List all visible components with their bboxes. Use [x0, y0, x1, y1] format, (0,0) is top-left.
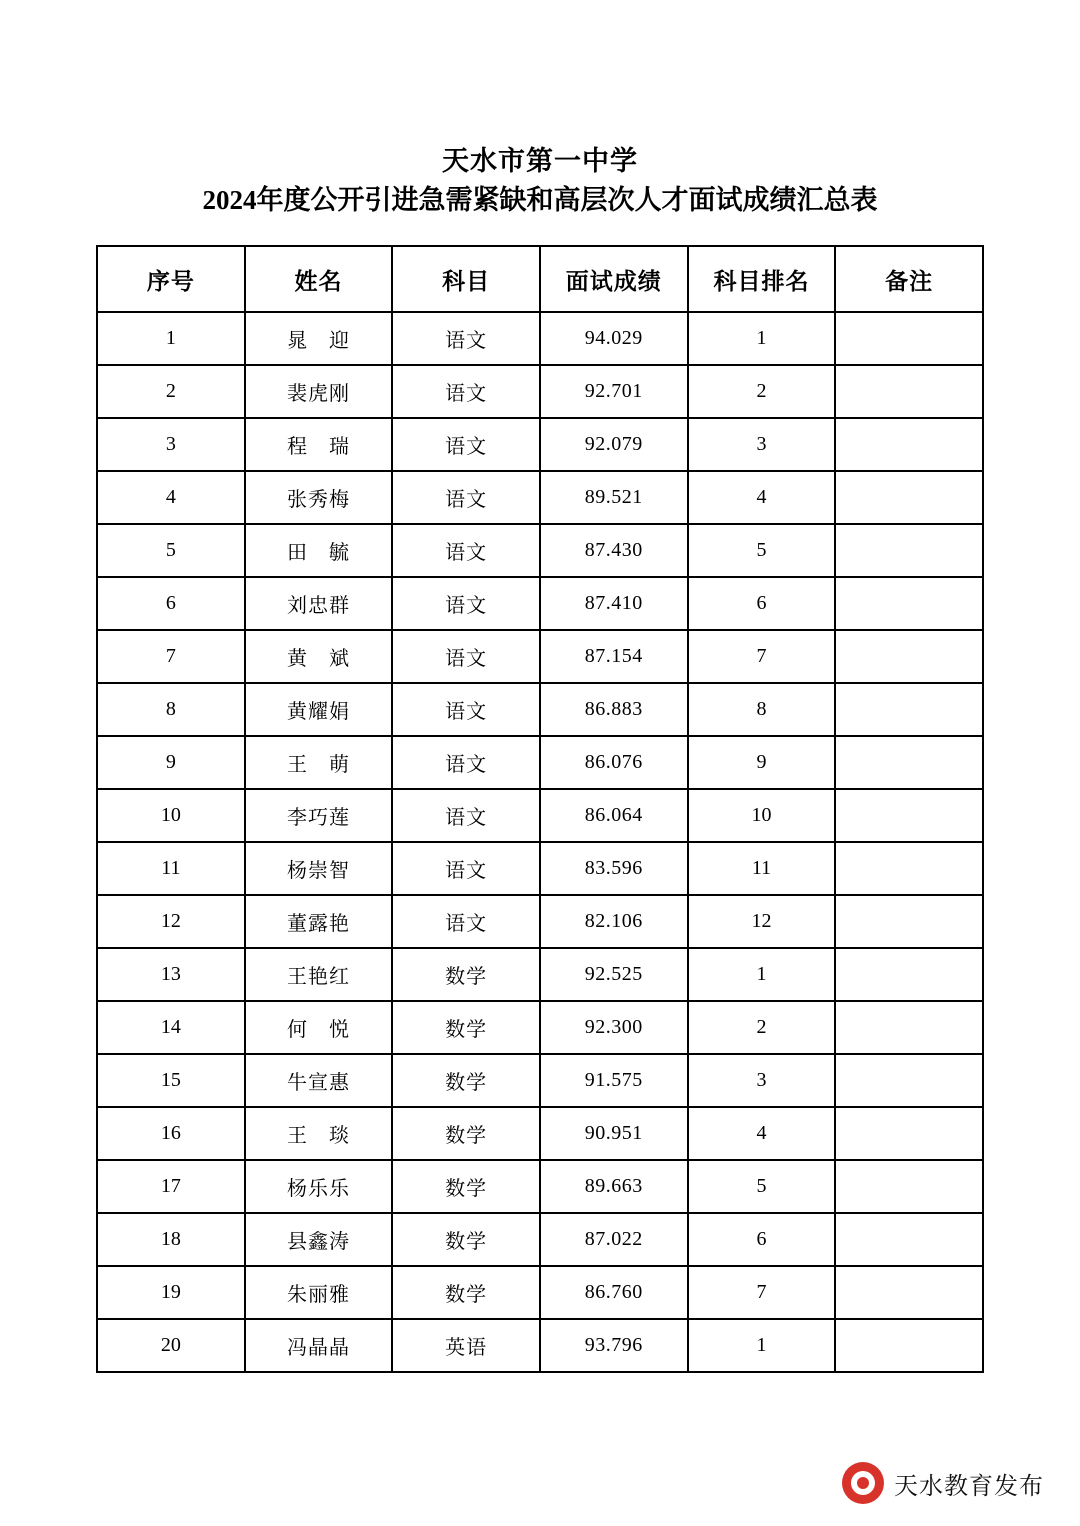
table-row [97, 789, 983, 842]
cell-score: 87.154 [540, 630, 688, 683]
cell-rank: 2 [688, 1001, 836, 1054]
column-header-note: 备注 [835, 246, 983, 312]
cell-name: 县鑫涛 [245, 1213, 393, 1266]
cell-rank: 12 [688, 895, 836, 948]
cell-note [835, 1266, 983, 1319]
cell-index: 2 [97, 365, 245, 418]
cell-rank: 11 [688, 842, 836, 895]
cell-subject: 数学 [392, 948, 540, 1001]
table-row [97, 948, 983, 1001]
cell-name: 刘忠群 [245, 577, 393, 630]
cell-subject: 语文 [392, 736, 540, 789]
column-header-index: 序号 [97, 246, 245, 312]
cell-note [835, 365, 983, 418]
cell-name: 程 瑞 [245, 418, 393, 471]
table-row [97, 1213, 983, 1266]
cell-index: 3 [97, 418, 245, 471]
table-row [97, 1319, 983, 1372]
cell-index: 12 [97, 895, 245, 948]
cell-subject: 语文 [392, 789, 540, 842]
cell-rank: 4 [688, 471, 836, 524]
cell-subject: 语文 [392, 577, 540, 630]
cell-note [835, 630, 983, 683]
cell-name: 晁 迎 [245, 312, 393, 365]
cell-name: 董露艳 [245, 895, 393, 948]
title-line-school: 天水市第一中学 [442, 146, 638, 176]
cell-score: 86.076 [540, 736, 688, 789]
cell-score: 92.079 [540, 418, 688, 471]
cell-score: 86.064 [540, 789, 688, 842]
cell-note [835, 683, 983, 736]
cell-subject: 数学 [392, 1001, 540, 1054]
cell-name: 王艳红 [245, 948, 393, 1001]
table-row [97, 524, 983, 577]
table-row [97, 1054, 983, 1107]
wechat-official-account-icon [842, 1462, 884, 1504]
table-row [97, 895, 983, 948]
cell-note [835, 471, 983, 524]
cell-rank: 3 [688, 418, 836, 471]
cell-index: 4 [97, 471, 245, 524]
cell-note [835, 418, 983, 471]
cell-note [835, 842, 983, 895]
table-row [97, 736, 983, 789]
column-header-score: 面试成绩 [540, 246, 688, 312]
cell-name: 牛宣惠 [245, 1054, 393, 1107]
cell-index: 18 [97, 1213, 245, 1266]
cell-rank: 8 [688, 683, 836, 736]
column-header-name: 姓名 [245, 246, 393, 312]
cell-name: 李巧莲 [245, 789, 393, 842]
table-row [97, 577, 983, 630]
document-title [0, 142, 1080, 220]
cell-note [835, 1213, 983, 1266]
cell-subject: 语文 [392, 895, 540, 948]
table-row [97, 312, 983, 365]
cell-note [835, 524, 983, 577]
cell-note [835, 736, 983, 789]
table-row [97, 365, 983, 418]
cell-name: 何 悦 [245, 1001, 393, 1054]
cell-rank: 4 [688, 1107, 836, 1160]
cell-score: 92.701 [540, 365, 688, 418]
cell-index: 19 [97, 1266, 245, 1319]
cell-rank: 5 [688, 524, 836, 577]
cell-subject: 语文 [392, 683, 540, 736]
cell-note [835, 1054, 983, 1107]
cell-rank: 7 [688, 1266, 836, 1319]
cell-note [835, 1319, 983, 1372]
table-row [97, 630, 983, 683]
table-row [97, 1160, 983, 1213]
cell-name: 杨崇智 [245, 842, 393, 895]
cell-score: 92.525 [540, 948, 688, 1001]
cell-rank: 1 [688, 312, 836, 365]
cell-note [835, 577, 983, 630]
cell-rank: 3 [688, 1054, 836, 1107]
cell-score: 90.951 [540, 1107, 688, 1160]
table-row [97, 471, 983, 524]
table-header-row [97, 246, 983, 312]
cell-note [835, 895, 983, 948]
cell-index: 1 [97, 312, 245, 365]
cell-rank: 1 [688, 948, 836, 1001]
cell-note [835, 1001, 983, 1054]
table-row [97, 1001, 983, 1054]
cell-index: 7 [97, 630, 245, 683]
cell-score: 92.300 [540, 1001, 688, 1054]
cell-subject: 数学 [392, 1160, 540, 1213]
cell-index: 16 [97, 1107, 245, 1160]
cell-score: 89.521 [540, 471, 688, 524]
cell-index: 6 [97, 577, 245, 630]
cell-score: 94.029 [540, 312, 688, 365]
cell-score: 86.760 [540, 1266, 688, 1319]
column-header-subject: 科目 [392, 246, 540, 312]
cell-subject: 语文 [392, 842, 540, 895]
cell-index: 15 [97, 1054, 245, 1107]
cell-index: 13 [97, 948, 245, 1001]
column-header-rank: 科目排名 [688, 246, 836, 312]
cell-name: 杨乐乐 [245, 1160, 393, 1213]
interview-score-table [96, 245, 984, 1373]
table-row [97, 842, 983, 895]
cell-index: 9 [97, 736, 245, 789]
cell-score: 83.596 [540, 842, 688, 895]
table-header [97, 246, 983, 312]
cell-index: 20 [97, 1319, 245, 1372]
cell-name: 黄耀娟 [245, 683, 393, 736]
cell-index: 5 [97, 524, 245, 577]
publisher-brand [842, 1462, 1044, 1504]
cell-note [835, 789, 983, 842]
cell-subject: 语文 [392, 630, 540, 683]
cell-index: 8 [97, 683, 245, 736]
cell-name: 冯晶晶 [245, 1319, 393, 1372]
cell-name: 裴虎刚 [245, 365, 393, 418]
cell-name: 张秀梅 [245, 471, 393, 524]
cell-note [835, 1107, 983, 1160]
cell-subject: 语文 [392, 471, 540, 524]
cell-subject: 数学 [392, 1107, 540, 1160]
cell-note [835, 948, 983, 1001]
cell-rank: 9 [688, 736, 836, 789]
table-row [97, 418, 983, 471]
cell-subject: 数学 [392, 1213, 540, 1266]
cell-score: 87.410 [540, 577, 688, 630]
cell-score: 87.022 [540, 1213, 688, 1266]
cell-rank: 6 [688, 577, 836, 630]
cell-subject: 英语 [392, 1319, 540, 1372]
cell-subject: 数学 [392, 1266, 540, 1319]
cell-index: 17 [97, 1160, 245, 1213]
cell-score: 93.796 [540, 1319, 688, 1372]
cell-score: 86.883 [540, 683, 688, 736]
title-line-subject: 2024年度公开引进急需紧缺和高层次人才面试成绩汇总表 [202, 185, 878, 215]
cell-subject: 语文 [392, 365, 540, 418]
cell-note [835, 1160, 983, 1213]
cell-rank: 5 [688, 1160, 836, 1213]
cell-index: 11 [97, 842, 245, 895]
publisher-name: 天水教育发布 [894, 1472, 1044, 1500]
cell-subject: 语文 [392, 418, 540, 471]
cell-score: 91.575 [540, 1054, 688, 1107]
cell-rank: 10 [688, 789, 836, 842]
cell-name: 田 毓 [245, 524, 393, 577]
cell-name: 黄 斌 [245, 630, 393, 683]
table-row [97, 1266, 983, 1319]
cell-rank: 2 [688, 365, 836, 418]
cell-name: 王 琰 [245, 1107, 393, 1160]
cell-score: 87.430 [540, 524, 688, 577]
cell-score: 89.663 [540, 1160, 688, 1213]
cell-subject: 数学 [392, 1054, 540, 1107]
cell-rank: 7 [688, 630, 836, 683]
cell-rank: 6 [688, 1213, 836, 1266]
table-body [97, 312, 983, 1372]
cell-subject: 语文 [392, 524, 540, 577]
table-row [97, 1107, 983, 1160]
cell-name: 朱丽雅 [245, 1266, 393, 1319]
cell-name: 王 萌 [245, 736, 393, 789]
cell-rank: 1 [688, 1319, 836, 1372]
cell-index: 14 [97, 1001, 245, 1054]
table-row [97, 683, 983, 736]
cell-score: 82.106 [540, 895, 688, 948]
cell-subject: 语文 [392, 312, 540, 365]
cell-index: 10 [97, 789, 245, 842]
cell-note [835, 312, 983, 365]
